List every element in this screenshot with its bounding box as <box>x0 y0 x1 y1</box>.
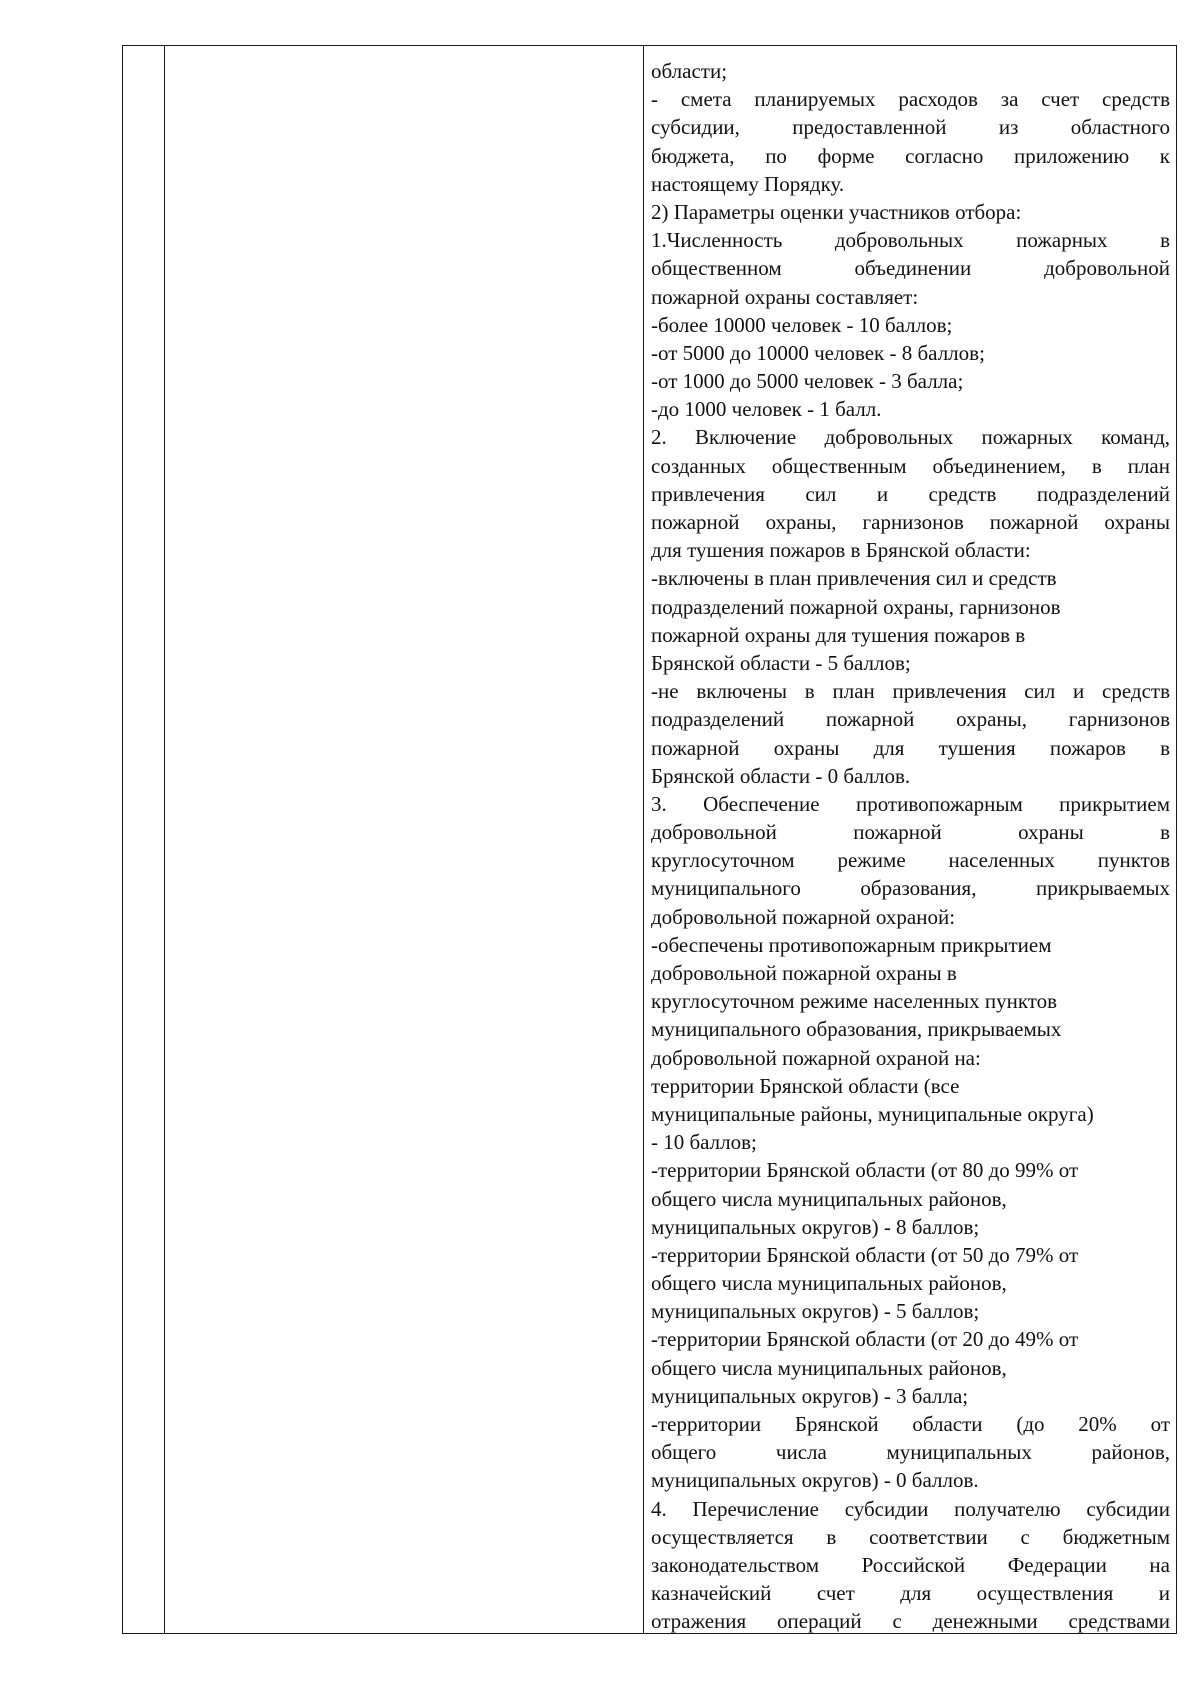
text-line: -территории Брянской области (от 20 до 49% от <box>651 1327 1079 1352</box>
text-line: 2) Параметры оценки участников отбора: <box>651 199 1022 224</box>
text-line: пожарной охраны, гарнизонов пожарной охраны <box>651 510 1170 534</box>
text-line: круглосуточном режиме населенных пунктов <box>651 848 1170 873</box>
text-line: -включены в план привлечения сил и средств <box>651 566 1057 591</box>
text-line: Брянской области - 0 баллов. <box>651 763 911 788</box>
text-line: добровольной пожарной охраны в <box>651 820 1170 845</box>
text-line: муниципальных округов) - 0 баллов. <box>651 1468 979 1493</box>
text-line: бюджета, по форме согласно приложению к <box>651 143 1170 168</box>
text-line: муниципальных округов) - 8 баллов; <box>651 1214 980 1239</box>
text-line: -не включены в план привлечения сил и средств <box>651 679 1170 704</box>
text-line: -более 10000 человек - 10 баллов; <box>651 312 953 337</box>
text-line: -от 5000 до 10000 человек - 8 баллов; <box>651 340 985 365</box>
text-line: 3. Обеспечение противопожарным прикрытием <box>651 791 1170 816</box>
column-divider-1 <box>164 46 165 1633</box>
text-line: подразделений пожарной охраны, гарнизонов <box>651 707 1170 732</box>
text-line: общего числа муниципальных районов, <box>651 1440 1170 1465</box>
text-line: -территории Брянской области (от 50 до 79% от <box>651 1242 1079 1267</box>
text-line: Брянской области - 5 баллов; <box>651 650 911 675</box>
text-line: области; <box>651 59 728 83</box>
text-line: общественном объединении добровольной <box>651 256 1170 281</box>
text-line: территории Брянской области (все <box>651 1073 960 1098</box>
text-line: круглосуточном режиме населенных пунктов <box>651 989 1058 1014</box>
text-line: муниципальных округов) - 5 баллов; <box>651 1299 980 1324</box>
text-line: - 10 баллов; <box>651 1130 757 1155</box>
text-line: отражения операций с денежными средствами <box>651 1609 1170 1634</box>
text-line: подразделений пожарной охраны, гарнизонов <box>651 594 1061 619</box>
text-line: субсидии, предоставленной из областного <box>651 115 1170 140</box>
table-cell-text <box>651 57 1170 1636</box>
text-line: -территории Брянской области (от 80 до 99% от <box>651 1158 1079 1183</box>
text-line: созданных общественным объединением, в план <box>651 453 1170 478</box>
text-line: 1.Численность добровольных пожарных в <box>651 228 1170 253</box>
text-line: пожарной охраны составляет: <box>651 284 919 309</box>
column-divider-2 <box>643 46 644 1633</box>
text-line: общего числа муниципальных районов, <box>651 1355 1007 1380</box>
text-line: -до 1000 человек - 1 балл. <box>651 397 882 422</box>
text-line: казначейский счет для осуществления и <box>651 1581 1170 1606</box>
text-line: 2. Включение добровольных пожарных команд, <box>651 425 1170 450</box>
text-line: пожарной охраны для тушения пожаров в <box>651 735 1170 760</box>
text-line: законодательством Российской Федерации на <box>651 1552 1170 1577</box>
text-line: - смета планируемых расходов за счет средств <box>651 87 1170 112</box>
text-line: привлечения сил и средств подразделений <box>651 481 1170 506</box>
document-table <box>122 45 1177 1634</box>
text-line: добровольной пожарной охраной: <box>651 904 956 929</box>
text-line: общего числа муниципальных районов, <box>651 1271 1007 1296</box>
text-line: муниципальные районы, муниципальные округа) <box>651 1101 1094 1126</box>
text-line: -от 1000 до 5000 человек - 3 балла; <box>651 369 964 394</box>
text-line: для тушения пожаров в Брянской области: <box>651 538 1031 563</box>
text-line: 4. Перечисление субсидии получателю субсидии <box>651 1496 1170 1521</box>
text-line: пожарной охраны для тушения пожаров в <box>651 622 1026 647</box>
text-line: муниципального образования, прикрываемых <box>651 1017 1062 1042</box>
text-line: муниципальных округов) - 3 балла; <box>651 1383 969 1408</box>
text-line: добровольной пожарной охраны в <box>651 961 957 985</box>
text-line: -обеспечены противопожарным прикрытием <box>651 932 1052 957</box>
text-line: осуществляется в соответствии с бюджетным <box>651 1524 1170 1549</box>
text-line: добровольной пожарной охраной на: <box>651 1045 981 1070</box>
text-line: настоящему Порядку. <box>651 171 845 196</box>
text-line: -территории Брянской области (до 20% от <box>651 1412 1170 1436</box>
text-line: муниципального образования, прикрываемых <box>651 876 1170 901</box>
text-line: общего числа муниципальных районов, <box>651 1186 1007 1211</box>
